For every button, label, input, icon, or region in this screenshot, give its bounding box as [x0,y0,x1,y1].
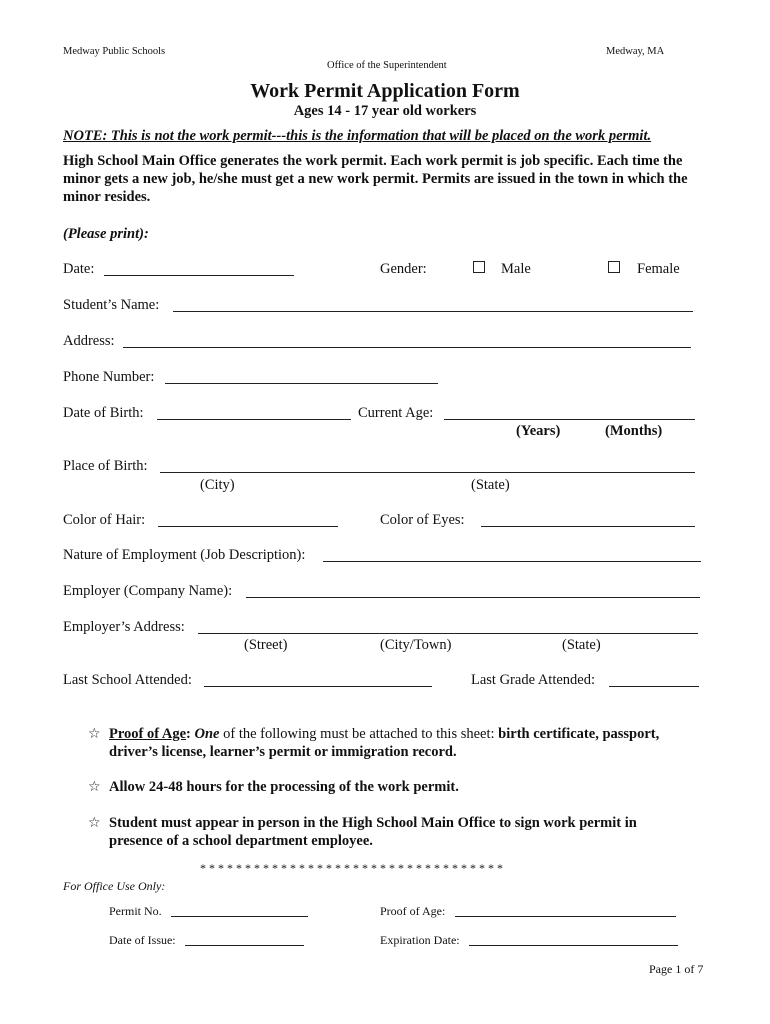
last-grade-label: Last Grade Attended: [471,672,596,688]
bullet-appear-in-person: Student must appear in person in the High School Main Office to sign work permit in [109,815,637,831]
permit-no-label: Permit No. [109,904,162,918]
female-checkbox[interactable] [608,261,620,273]
last-grade-field[interactable] [609,686,699,687]
male-checkbox[interactable] [473,261,485,273]
place-of-birth-label: Place of Birth: [63,458,148,474]
dob-field[interactable] [157,419,351,420]
male-label: Male [501,261,531,277]
current-age-label: Current Age: [358,405,434,421]
permit-no-field[interactable] [171,916,308,917]
office-proof-of-age-label: Proof of Age: [380,904,446,918]
one-emphasis: One [194,726,220,742]
date-label: Date: [63,261,95,277]
bullet-proof-of-age [109,726,659,743]
hair-label: Color of Hair: [63,512,146,528]
street-caption: (Street) [244,637,288,653]
proof-of-age-mid: of the following must be attached to this sheet: [219,726,499,742]
hair-field[interactable] [158,526,338,527]
header-center: Office of the Superintendent [327,60,447,71]
note-text: NOTE: This is not the work permit---this is the information that will be placed on the work permit. [63,128,652,144]
header-left: Medway Public Schools [63,46,166,57]
phone-label: Phone Number: [63,369,155,385]
years-label: (Years) [516,423,561,439]
female-label: Female [637,261,680,277]
employer-label: Employer (Company Name): [63,583,233,599]
expiration-label: Expiration Date: [380,933,460,947]
page-title: Work Permit Application Form [250,80,520,102]
city-town-caption: (City/Town) [380,637,452,653]
please-print-label: (Please print): [63,226,149,242]
date-of-issue-field[interactable] [185,945,304,946]
star-icon: ☆ [88,815,101,831]
office-use-heading: For Office Use Only: [63,879,166,893]
star-icon: ☆ [88,726,101,742]
bullet-processing-time: Allow 24-48 hours for the processing of the work permit. [109,779,459,795]
eyes-label: Color of Eyes: [380,512,465,528]
employer-address-field[interactable] [198,633,698,634]
asterisk-divider: * * * * * * * * * * * * * * * * * * * * * * * * * * * * * * * * * * [200,861,503,875]
state2-caption: (State) [562,637,601,653]
eyes-field[interactable] [481,526,695,527]
proof-documents-list: birth certificate, passport, [498,726,660,742]
current-age-field[interactable] [444,419,695,420]
address-field[interactable] [123,347,691,348]
bullet-appear-in-person-line2: presence of a school department employee. [109,833,373,849]
address-label: Address: [63,333,115,349]
header-right: Medway, MA [606,46,665,57]
office-proof-of-age-field[interactable] [455,916,676,917]
student-name-field[interactable] [173,311,693,312]
date-field[interactable] [104,275,294,276]
dob-label: Date of Birth: [63,405,144,421]
employer-field[interactable] [246,597,700,598]
page-subtitle: Ages 14 - 17 year old workers [293,103,477,119]
nature-field[interactable] [323,561,701,562]
city-caption: (City) [200,477,235,493]
star-icon: ☆ [88,779,101,795]
expiration-field[interactable] [469,945,678,946]
proof-of-age-label: Proof of Age [109,726,187,742]
state-caption: (State) [471,477,510,493]
place-of-birth-field[interactable] [160,472,695,473]
last-school-field[interactable] [204,686,432,687]
intro-paragraph: High School Main Office generates the work permit. Each work permit is job specific. Each time the minor gets a new job, he/she must get a new work permit. Permits are issued in the town in which the minor resides. [63,153,688,205]
proof-of-age-colon: : [186,726,195,742]
student-name-label: Student’s Name: [63,297,160,313]
page-number: Page 1 of 7 [649,962,704,976]
gender-label: Gender: [380,261,427,277]
proof-documents-line2: driver’s license, learner’s permit or immigration record. [109,744,457,760]
employer-address-label: Employer’s Address: [63,619,185,635]
date-of-issue-label: Date of Issue: [109,933,176,947]
phone-field[interactable] [165,383,438,384]
months-label: (Months) [605,423,663,439]
last-school-label: Last School Attended: [63,672,192,688]
nature-label: Nature of Employment (Job Description): [63,547,306,563]
